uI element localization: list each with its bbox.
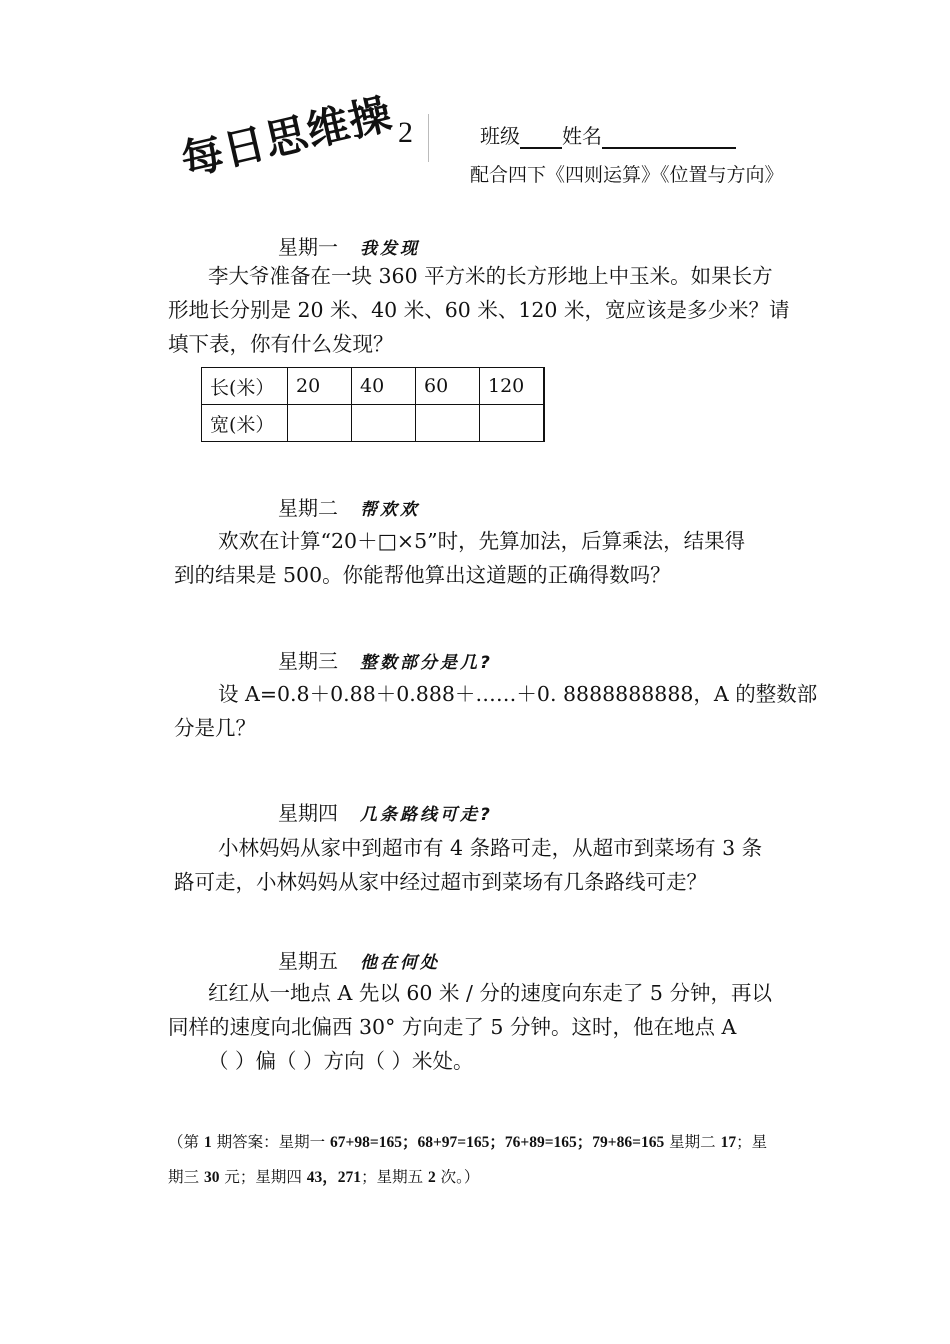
monday-table [201,367,545,442]
answer-text: ；星期五 [361,1168,428,1186]
answer-text: ；星 [736,1133,768,1151]
friday-line: 红红从一地点 A 先以 60 米 / 分的速度向东走了 5 分钟，再以 [208,981,772,1005]
friday-topic: 他在何处 [360,953,440,973]
thursday-line: 路可走，小林妈妈从家中经过超市到菜场有几条路线可走？ [174,870,707,894]
wednesday-line: 设 A=0.8＋0.88＋0.888＋……＋0. 8888888888，A 的整数部 [218,682,818,706]
answer-bold: 43，271 [306,1169,362,1186]
thursday-heading [278,797,493,826]
answer-cell[interactable] [416,405,480,442]
thursday-day: 星期四 [278,801,338,825]
answer-cell[interactable] [288,405,352,442]
answer-bold: 2 [428,1169,436,1186]
answer-text: 元；星期四 [219,1168,307,1186]
wednesday-topic: 整数部分是几? [360,653,493,673]
table-cell: 120 [480,368,545,405]
answer-cell[interactable] [352,405,416,442]
tuesday-question [168,524,808,592]
class-name-line [480,120,736,149]
friday-heading [278,945,440,974]
answer-bold: 30 [203,1169,220,1186]
wednesday-day: 星期三 [278,649,338,673]
table-cell: 60 [416,368,480,405]
monday-line: 填下表，你有什么发现？ [168,332,394,356]
answers-line-2 [168,1160,808,1195]
tuesday-topic: 帮欢欢 [360,500,420,520]
answer-text: （第 [168,1133,204,1151]
class-label: 班级 [480,124,520,148]
answer-bold: 1 [203,1134,212,1151]
friday-question [168,976,808,1078]
tuesday-line: 到的结果是 500。你能帮他算出这道题的正确得数吗？ [174,563,671,587]
worksheet-logo: 每日思维操 [176,88,397,186]
table-row-label: 长(米） [202,368,288,405]
table-row [202,405,545,442]
answer-text: 次。） [435,1168,480,1186]
thursday-question [168,831,808,899]
issue-number: 2 [398,116,413,149]
tuesday-heading [278,492,420,521]
previous-answers [168,1125,808,1195]
thursday-topic: 几条路线可走? [360,805,493,825]
tuesday-line: 欢欢在计算“20＋□×5”时，先算加法，后算乘法，结果得 [218,529,746,553]
wednesday-question [168,677,818,745]
friday-line: （ ）偏（ ）方向（ ）米处。 [208,1049,474,1073]
monday-question [168,259,808,361]
monday-line: 形地长分别是 20 米、40 米、60 米、120 米，宽应该是多少米？请 [168,298,790,322]
answer-bold: 17 [720,1134,737,1151]
subtitle: 配合四下《四则运算》《位置与方向》 [470,164,784,186]
name-blank[interactable] [602,125,736,149]
monday-topic: 我发现 [360,239,420,259]
monday-day: 星期一 [278,235,338,259]
wednesday-heading [278,645,493,674]
monday-heading [278,231,420,260]
answer-bold: 67+98=165；68+97=165；76+89=165；79+86=165 [330,1134,665,1151]
answers-line-1 [168,1125,808,1160]
answer-text: 期答案：星期一 [211,1133,331,1151]
monday-line: 李大爷准备在一块 360 平方米的长方形地上中玉米。如果长方 [208,264,773,288]
tuesday-day: 星期二 [278,496,338,520]
thursday-line: 小林妈妈从家中到超市有 4 条路可走，从超市到菜场有 3 条 [218,836,763,860]
wednesday-line: 分是几？ [174,716,256,740]
friday-line: 同样的速度向北偏西 30° 方向走了 5 分钟。这时，他在地点 A [168,1015,737,1039]
name-label: 姓名 [562,124,602,148]
table-row [202,368,545,405]
answer-text: 星期二 [664,1133,721,1151]
header-divider [428,114,429,162]
table-cell: 40 [352,368,416,405]
answer-text: 期三 [168,1168,204,1186]
friday-day: 星期五 [278,949,338,973]
class-blank[interactable] [520,125,562,149]
answer-cell[interactable] [480,405,545,442]
table-cell: 20 [288,368,352,405]
table-row-label: 宽(米） [202,405,288,442]
